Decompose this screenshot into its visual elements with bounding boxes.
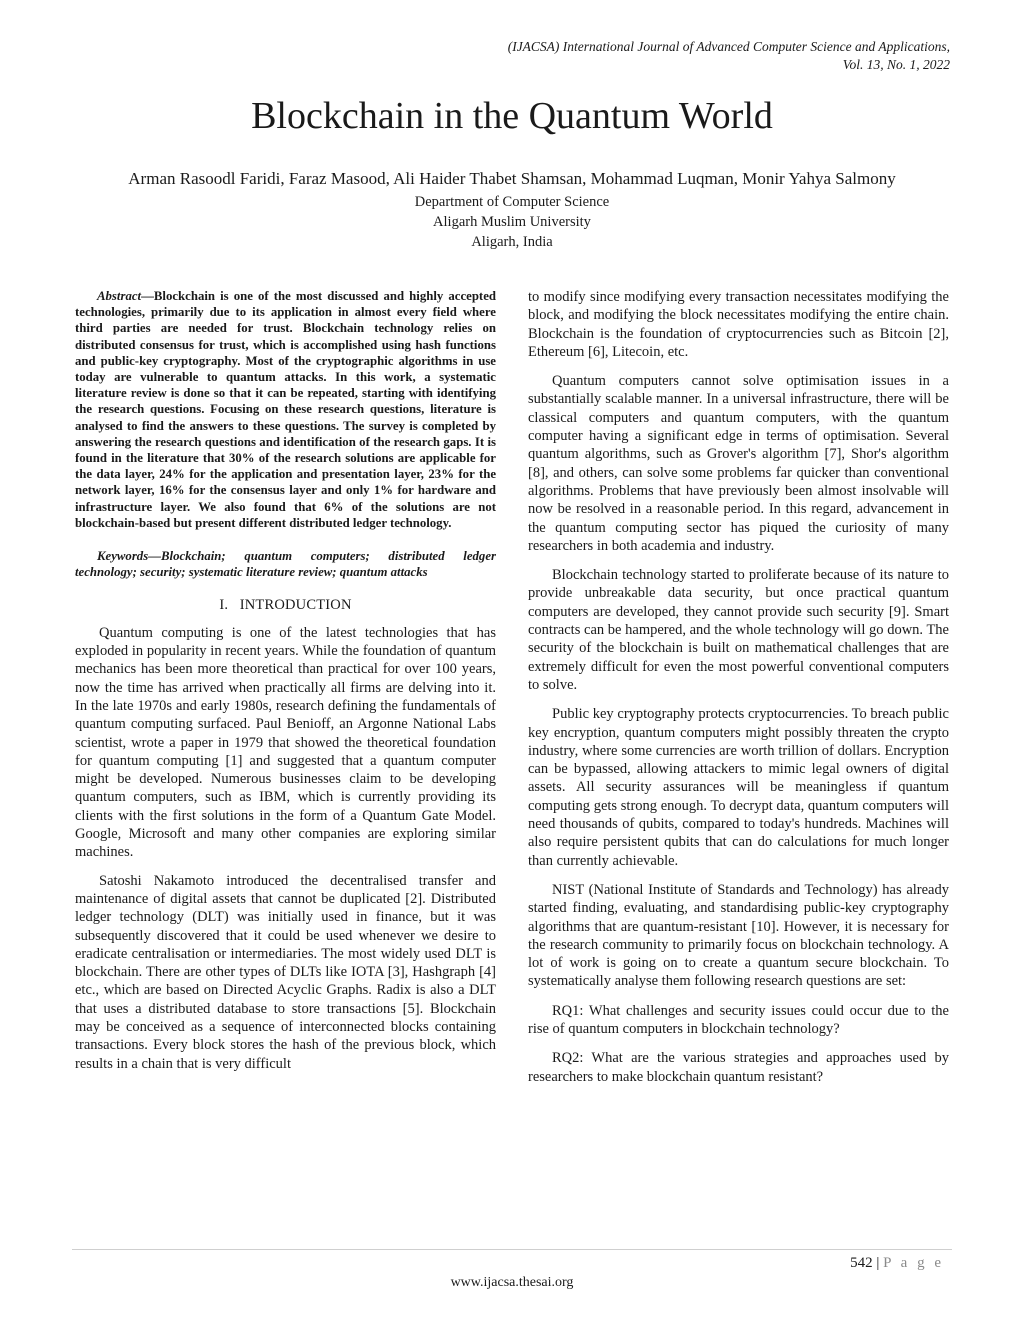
section-heading-introduction — [75, 596, 496, 614]
body-paragraph: Quantum computers cannot solve optimisation issues in a substantially scalable manner. In a universal infrastructure, there will be classical computers and quantum computers, with the quantum computer having a significant edge in terms of optimisation. Several quantum algorithms, such as Grover's algorithm [7], Shor's algorithm [8], and others, can solve some problems far quicker than conventional algorithms. Problems that have previously been almost insolvable will now be resolved in a reasonable period. In this regard, advancement in the quantum computing sector has piqued the curiosity of many researchers in both academia and industry. — [528, 373, 949, 554]
journal-name: (IJACSA) International Journal of Advanced Computer Science and Applications, — [507, 39, 950, 54]
paper-title: Blockchain in the Quantum World — [251, 95, 773, 137]
body-paragraph: Blockchain technology started to proliferate because of its nature to provide unbreakable data security, but once practical quantum computers are developed, they cannot provide such security [9]. Smart contracts can be hampered, and the whole technology will go down. The security of the blockchain is built on mathematical challenges that are extremely difficult for even the most powerful conventional computers to solve. — [528, 567, 949, 693]
body-paragraph: Satoshi Nakamoto introduced the decentralised transfer and maintenance of digital assets that cannot be duplicated [2]. Distributed ledger technology (DLT) was initially used in finance, but it was subsequently discovered that it could be used whenever we desire to eradicate centralisation or intermediaries. The most widely used DLT is blockchain. There are other types of DLTs like IOTA [3], Hashgraph [4] etc., which are based on Directed Acyclic Graphs. Radix is also a DLT that uses a distributed database to store transactions [5]. Blockchain may be conceived as a sequence of interconnected blocks containing transactions. Every block stores the hash of the previous block, which results in a chain that is very difficult — [75, 872, 496, 1072]
right-column — [528, 288, 949, 1086]
page-label: P a g e — [883, 1255, 944, 1271]
university: Aligarh Muslim University — [433, 214, 591, 230]
keywords: Keywords—Blockchain; quantum computers; distributed ledger technology; security; systematic literature review; quantum attacks — [75, 549, 496, 580]
journal-volume: Vol. 13, No. 1, 2022 — [842, 57, 950, 72]
abstract-label: Abstract — [97, 289, 142, 303]
body-paragraph: NIST (National Institute of Standards and Technology) has already started finding, evaluating, and standardising public-key cryptography algorithms that are quantum-resistant [10]. However, it is necessary for the research community to primarily focus on blockchain technology. A lot of work is going on to create a quantum secure blockchain. To systematically analyse them following research questions are set: — [528, 881, 949, 990]
section-number: I. — [219, 597, 229, 614]
footer-divider — [72, 1249, 952, 1250]
section-title-rest: NTRODUCTION — [244, 597, 352, 614]
section-title-initial: I — [239, 597, 245, 614]
footer-url[interactable]: www.ijacsa.thesai.org — [450, 1275, 574, 1290]
research-question-1: RQ1: What challenges and security issues could occur due to the rise of quantum computers in blockchain technology? — [528, 1002, 949, 1037]
page-number-separator: | — [876, 1255, 880, 1271]
research-question-2: RQ2: What are the various strategies and approaches used by researchers to make blockchain quantum resistant? — [528, 1050, 949, 1085]
abstract-text: —Blockchain is one of the most discussed and highly accepted technologies, primarily due to its application in almost every field where third parties are needed for trust. Blockchain technology relies on distributed consensus for trust, which is accomplished using hash functions and public-key cryptography. Most of the cryptographic algorithms in use today are vulnerable to quantum attacks. In this work, a systematic literature review is done so that it can be repeated, starting with identifying the research questions. Focusing on these research questions, literature is analysed to find the answers to these questions. The survey is completed by answering the research questions and identification of the research gaps. It is found in the literature that 30% of the research solutions are applicable for the data layer, 24% for the application and presentation layer, 23% for the network layer, 16% for the consensus layer and only 1% for hardware and infrastructure layer. We also found that 6% of the solutions are not blockchain-based but present different distributed ledger technology. — [75, 289, 496, 530]
department: Department of Computer Science — [414, 194, 610, 210]
affiliation — [0, 192, 1024, 252]
abstract — [75, 288, 496, 531]
body-paragraph: Quantum computing is one of the latest technologies that has exploded in popularity in recent years. While the foundation of quantum mechanics has been more theoretical than practical for over 100 years, now the time has arrived when practically all firms are delving into it. In the late 1970s and early 1980s, research defining the fundamentals of quantum computing surfaced. Paul Benioff, an Argonne National Labs scientist, wrote a paper in 1979 that showed the theoretical foundation for quantum computing [1] and suggested that a quantum computer might be developed. Numerous businesses claim to be developing quantum computers, such as IBM, which is currently providing its clients with the first solutions in the form of a Quantum Gate Model. Google, Microsoft and many other companies are exploring similar machines. — [75, 624, 496, 861]
page-number-value: 542 — [850, 1255, 873, 1271]
location: Aligarh, India — [471, 234, 553, 250]
left-column — [75, 288, 496, 1073]
author-list: Arman Rasoodl Faridi, Faraz Masood, Ali Haider Thabet Shamsan, Mohammad Luqman, Monir Yahya Salmony — [128, 169, 896, 188]
body-paragraph-continued: to modify since modifying every transaction necessitates modifying the block, and modifying the block necessitates modifying the entire chain. Blockchain is the foundation of cryptocurrencies such as Bitcoin [2], Ethereum [6], Litecoin, etc. — [528, 289, 949, 360]
body-paragraph: Public key cryptography protects cryptocurrencies. To breach public key encryption, quantum computers might possibly threaten the crypto industry, where some currencies are worth trillion of dollars. Encryption can be bypassed, allowing attackers to mimic legal owners of digital assets. All security assurances will be meaningless if quantum computing gets strong enough. To decrypt data, quantum computers will need thousands of qubits, compared to today's hundreds. Machines will also require persistent qubits that can do calculations for much longer than currently achievable. — [528, 706, 949, 869]
page-number — [850, 1254, 944, 1272]
journal-header — [508, 38, 950, 74]
